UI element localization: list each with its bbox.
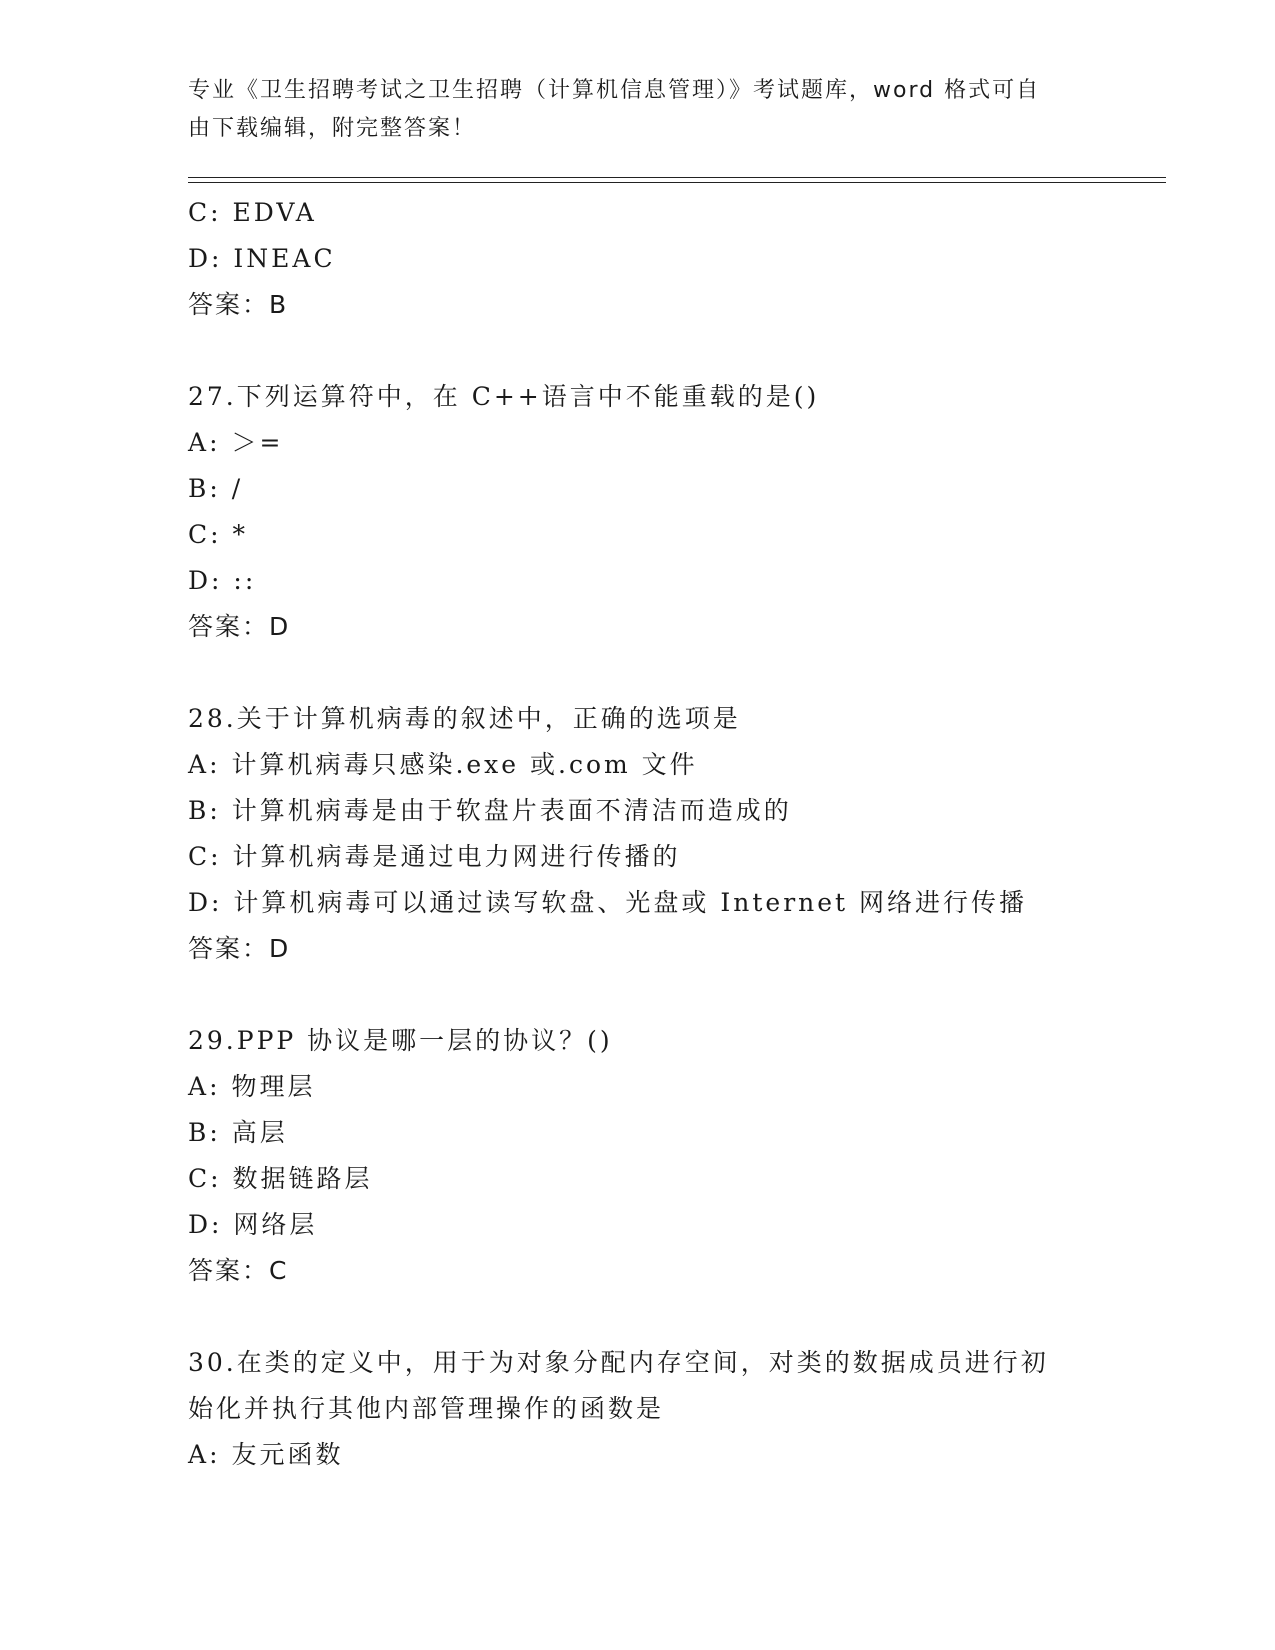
question-28 <box>188 696 1088 972</box>
option-text: INEAC <box>233 244 336 273</box>
question-list <box>188 190 1088 1478</box>
question-stem: 28.关于计算机病毒的叙述中，正确的选项是 <box>188 704 741 733</box>
option-c: C: 数据链路层 <box>188 1164 373 1193</box>
option-c: C: * <box>188 520 249 549</box>
option-label: D <box>188 888 212 917</box>
option-d: D: INEAC <box>188 244 336 273</box>
option-label: C <box>188 520 211 549</box>
answer-line: 答案：D <box>188 934 291 963</box>
option-c: C: EDVA <box>188 198 317 227</box>
option-d: D: 计算机病毒可以通过读写软盘、光盘或 Internet 网络进行传播 <box>188 888 1028 917</box>
option-c: C: 计算机病毒是通过电力网进行传播的 <box>188 842 681 871</box>
option-a: A: 友元函数 <box>188 1440 344 1469</box>
option-text: * <box>232 520 249 549</box>
option-text: ＞= <box>231 428 284 457</box>
option-b: B: / <box>188 474 244 503</box>
header-title-line-2: 由下载编辑，附完整答案！ <box>188 116 477 141</box>
option-label: D <box>188 1210 212 1239</box>
option-label: A <box>188 1440 210 1469</box>
option-label: C <box>188 1164 211 1193</box>
option-label: A <box>188 1072 210 1101</box>
header-rule-top <box>188 177 1166 178</box>
option-label: B <box>188 1118 210 1147</box>
answer-line: 答案：B <box>188 290 289 319</box>
question-stem-line-1: 30.在类的定义中，用于为对象分配内存空间，对类的数据成员进行初 <box>188 1348 1049 1377</box>
option-text: 高层 <box>231 1118 288 1147</box>
answer-line: 答案：C <box>188 1256 289 1285</box>
option-label: C <box>188 842 211 871</box>
option-text: 数据链路层 <box>232 1164 373 1193</box>
question-stem-line-2: 始化并执行其他内部管理操作的函数是 <box>188 1394 665 1423</box>
option-label: A <box>188 428 210 457</box>
option-label: B <box>188 796 210 825</box>
question-stem: 29.PPP 协议是哪一层的协议？() <box>188 1026 613 1055</box>
option-label: A <box>188 750 210 779</box>
question-30 <box>188 1340 1088 1478</box>
option-text: :: <box>233 566 257 595</box>
answer-line: 答案：D <box>188 612 291 641</box>
option-text: 友元函数 <box>231 1440 344 1469</box>
option-text: 计算机病毒只感染.exe 或.com 文件 <box>231 750 698 779</box>
option-a: A: ＞= <box>188 428 284 457</box>
option-text: 物理层 <box>231 1072 316 1101</box>
document-header <box>188 72 1068 148</box>
header-rule-bottom <box>188 182 1166 183</box>
option-text: 计算机病毒可以通过读写软盘、光盘或 Internet 网络进行传播 <box>233 888 1028 917</box>
option-text: / <box>231 474 244 503</box>
option-label: B <box>188 474 210 503</box>
option-b: B: 计算机病毒是由于软盘片表面不清洁而造成的 <box>188 796 792 825</box>
option-d: D: :: <box>188 566 257 595</box>
option-b: B: 高层 <box>188 1118 288 1147</box>
option-text: EDVA <box>232 198 317 227</box>
header-title-line-1: 专业《卫生招聘考试之卫生招聘（计算机信息管理）》考试题库，word 格式可自 <box>188 78 1041 103</box>
option-text: 计算机病毒是由于软盘片表面不清洁而造成的 <box>231 796 792 825</box>
question-stem: 27.下列运算符中，在 C++语言中不能重载的是() <box>188 382 820 411</box>
option-label: D <box>188 566 212 595</box>
option-d: D: 网络层 <box>188 1210 318 1239</box>
question-27 <box>188 374 1088 650</box>
question-29 <box>188 1018 1088 1294</box>
option-label: C <box>188 198 211 227</box>
question-26-tail <box>188 190 1088 328</box>
option-a: A: 物理层 <box>188 1072 316 1101</box>
option-text: 计算机病毒是通过电力网进行传播的 <box>232 842 681 871</box>
option-label: D <box>188 244 212 273</box>
option-text: 网络层 <box>233 1210 318 1239</box>
option-a: A: 计算机病毒只感染.exe 或.com 文件 <box>188 750 698 779</box>
